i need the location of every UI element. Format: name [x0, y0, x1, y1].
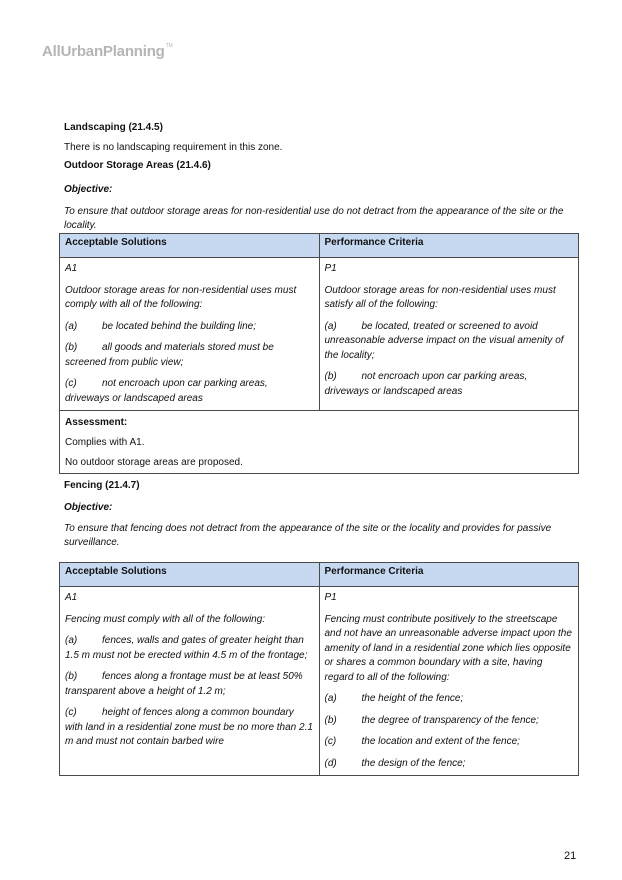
- landscaping-text: There is no landscaping requirement in this zone.: [64, 142, 283, 153]
- brand-logo: [42, 43, 172, 60]
- assessment-label: Assessment:: [65, 417, 128, 428]
- list-item: (a) be located behind the building line;: [65, 320, 257, 332]
- outdoor-a-code: A1: [65, 263, 78, 274]
- list-item: (c) height of fences along a common boundary with land in a residential zone must be no more than 2.1 m and must not contain barbed wire: [65, 707, 313, 747]
- outdoor-heading: Outdoor Storage Areas (21.4.6): [64, 160, 211, 171]
- list-item: (b) all goods and materials stored must be screened from public view;: [65, 342, 274, 368]
- outdoor-acceptable-cell: [60, 258, 320, 411]
- assessment-line: Complies with A1.: [65, 437, 145, 448]
- outdoor-objective-text: To ensure that outdoor storage areas for non-residential use do not detract from the appearance of the site or the locality.: [64, 206, 564, 231]
- outdoor-performance-cell: [319, 258, 579, 411]
- list-item: (a) fences, walls and gates of greater height than 1.5 m must not be erected within 4.5 m of the frontage;: [65, 635, 308, 661]
- list-item: (b) the degree of transparency of the fence;: [324, 714, 539, 726]
- assessment-line: No outdoor storage areas are proposed.: [65, 457, 243, 468]
- fencing-objective-label: Objective:: [64, 502, 113, 513]
- outdoor-col-performance: Performance Criteria: [319, 234, 579, 258]
- fencing-col-performance: Performance Criteria: [319, 563, 579, 587]
- list-item: (c) not encroach upon car parking areas, driveways or landscaped areas: [65, 378, 268, 404]
- outdoor-p-code: P1: [324, 263, 337, 274]
- list-item: (b) not encroach upon car parking areas, driveways or landscaped areas: [324, 371, 528, 397]
- outdoor-col-acceptable: Acceptable Solutions: [60, 234, 320, 258]
- fencing-table: [59, 562, 579, 776]
- list-item: (b) fences along a frontage must be at least 50% transparent above a height of 1.2 m;: [65, 671, 303, 697]
- list-item: (c) the location and extent of the fence;: [324, 736, 520, 747]
- fencing-p-intro: Fencing must contribute positively to the streetscape and not have an unreasonable adverse impact upon the amenity of land in a residential zone which lies opposite or shares a common boundary with a site, having regard to all of the following:: [324, 613, 572, 683]
- outdoor-objective-label: Objective:: [64, 184, 113, 195]
- outdoor-a-intro: Outdoor storage areas for non-residential uses must comply with all of the following:: [65, 284, 297, 310]
- logo-trademark: TM: [165, 43, 173, 49]
- landscaping-heading: Landscaping (21.4.5): [64, 122, 163, 133]
- fencing-acceptable-cell: [60, 587, 320, 776]
- fencing-col-acceptable: Acceptable Solutions: [60, 563, 320, 587]
- list-item: (a) be located, treated or screened to avoid unreasonable adverse impact on the visual amenity of the locality;: [324, 320, 564, 361]
- fencing-p-code: P1: [324, 592, 337, 603]
- fencing-a-intro: Fencing must comply with all of the following:: [65, 613, 266, 625]
- fencing-objective-text: To ensure that fencing does not detract from the appearance of the site or the locality and provides for passive surveillance.: [64, 523, 552, 548]
- fencing-heading: Fencing (21.4.7): [64, 480, 140, 491]
- fencing-performance-cell: [319, 587, 579, 776]
- outdoor-assessment-cell: [60, 411, 579, 474]
- logo-text: AllUrbanPlanning: [42, 43, 165, 60]
- page-number: 21: [564, 850, 577, 862]
- outdoor-storage-table: [59, 233, 579, 474]
- list-item: (d) the design of the fence;: [324, 757, 466, 769]
- outdoor-p-intro: Outdoor storage areas for non-residential uses must satisfy all of the following:: [324, 284, 556, 310]
- document-body: [64, 121, 580, 776]
- list-item: (a) the height of the fence;: [324, 693, 464, 704]
- fencing-a-code: A1: [65, 592, 78, 603]
